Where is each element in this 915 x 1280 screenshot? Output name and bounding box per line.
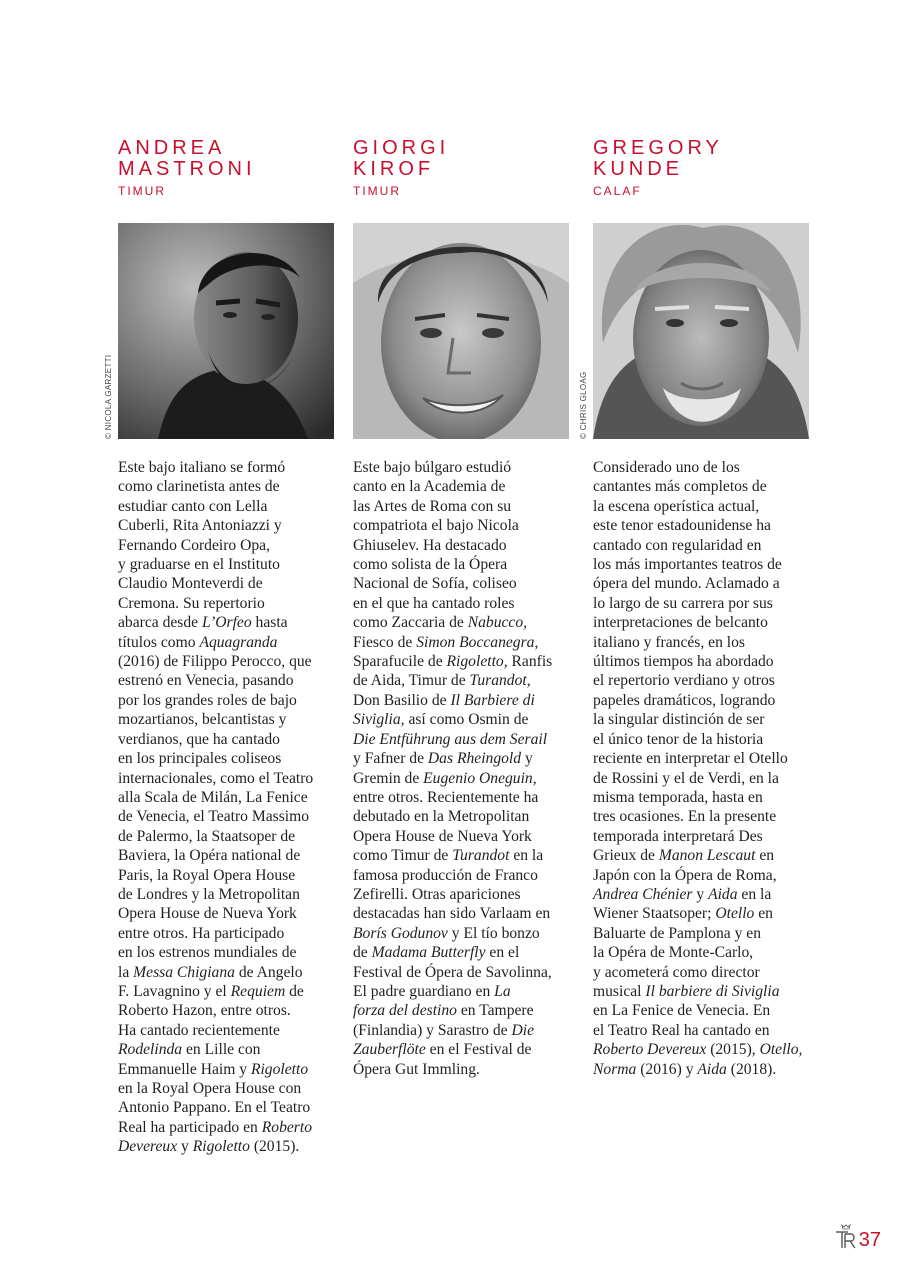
artist-role: TIMUR — [118, 184, 166, 198]
bio-text: (2015), — [706, 1041, 760, 1059]
bio-line — [353, 730, 575, 749]
bio-line — [593, 885, 815, 904]
bio-work-title: Devereux — [118, 1138, 178, 1156]
artist-bio — [353, 458, 575, 1079]
bio-text: verdianos, que ha cantado — [118, 730, 280, 748]
bio-text: compatriota el bajo Nicola — [353, 517, 519, 535]
artist-name-line1: ANDREA — [118, 137, 226, 159]
bio-text: Zefirelli. Otras apariciones — [353, 885, 521, 903]
bio-line — [593, 788, 815, 807]
bio-line — [118, 497, 340, 516]
bio-text: lo largo de su carrera por sus — [593, 594, 773, 612]
artist-name — [353, 138, 573, 180]
bio-text: Opera House de Nueva York — [353, 827, 532, 845]
bio-line — [353, 749, 575, 768]
bio-text: Wiener Staatsoper; — [593, 905, 716, 923]
artist-name-line2: KUNDE — [593, 158, 684, 180]
bio-line — [118, 516, 340, 535]
bio-text: Paris, la Royal Opera House — [118, 866, 296, 884]
artist-bio — [118, 458, 340, 1157]
artist-column-mastroni — [104, 137, 338, 1156]
bio-text: Este bajo italiano se formó — [118, 459, 286, 476]
bio-text: entre otros. Recientemente ha — [353, 788, 539, 806]
bio-text: Ópera Gut Immling. — [353, 1060, 480, 1078]
bio-text: Claudio Monteverdi de — [118, 575, 263, 593]
bio-line — [353, 477, 575, 496]
bio-line — [118, 1021, 340, 1040]
bio-line — [353, 982, 575, 1001]
bio-work-title: Rigoletto, — [446, 653, 508, 671]
bio-line — [118, 788, 340, 807]
bio-text: Japón con la Ópera de Roma, — [593, 866, 777, 884]
bio-work-title: Otello — [715, 905, 755, 923]
artist-column-kirof — [353, 137, 573, 1078]
bio-text: Gremin de — [353, 769, 424, 787]
bio-line — [118, 574, 340, 593]
bio-line — [118, 846, 340, 865]
bio-text: de Venecia, el Teatro Massimo — [118, 808, 310, 826]
bio-text: F. Lavagnino y el — [118, 982, 231, 1000]
bio-text: el repertorio verdiano y otros — [593, 672, 775, 690]
bio-line — [118, 613, 340, 632]
bio-line — [353, 652, 575, 671]
bio-text: (2016) y — [636, 1060, 698, 1078]
bio-line — [118, 904, 340, 923]
bio-text: mozartianos, belcantistas y — [118, 711, 287, 729]
bio-line — [593, 769, 815, 788]
bio-text: debutado en la Metropolitan — [353, 808, 530, 826]
bio-line — [593, 477, 815, 496]
bio-line — [593, 827, 815, 846]
bio-text: cantado con regularidad en — [593, 536, 762, 554]
bio-text: internacionales, como el Teatro — [118, 769, 314, 787]
bio-text: hasta — [251, 614, 288, 632]
bio-work-title: Eugenio Oneguin, — [423, 769, 537, 787]
bio-line — [118, 807, 340, 826]
bio-line — [118, 1098, 340, 1117]
bio-text: el Teatro Real ha cantado en — [593, 1021, 770, 1039]
bio-line — [593, 1060, 815, 1079]
bio-text: y — [521, 750, 533, 768]
bio-text: de — [285, 982, 304, 1000]
bio-text: Cremona. Su repertorio — [118, 594, 265, 612]
bio-line — [593, 807, 815, 826]
bio-text: en el que ha cantado roles — [353, 594, 515, 612]
bio-text: y Fafner de — [353, 750, 428, 768]
bio-text: la Opéra de Monte-Carlo, — [593, 944, 754, 962]
bio-line — [593, 594, 815, 613]
bio-line — [353, 1040, 575, 1059]
bio-text: Sparafucile de — [353, 653, 447, 671]
bio-text: en la — [737, 885, 772, 903]
bio-text: de Rossini y el de Verdi, en la — [593, 769, 779, 787]
bio-line — [593, 536, 815, 555]
bio-text: Este bajo búlgaro estudió — [353, 459, 512, 476]
bio-line — [593, 846, 815, 865]
bio-line — [593, 652, 815, 671]
artist-name-line2: KIROF — [353, 158, 435, 180]
bio-work-title: Aquagranda — [199, 633, 278, 651]
bio-work-title: Il barbiere di Siviglia — [645, 982, 780, 1000]
portrait-image — [593, 223, 809, 439]
bio-text: en los estrenos mundiales de — [118, 944, 297, 962]
bio-text: en los principales coliseos — [118, 750, 282, 768]
bio-text: Roberto Hazon, entre otros. — [118, 1002, 291, 1020]
bio-text: musical — [593, 982, 646, 1000]
bio-line — [593, 613, 815, 632]
bio-text: de Londres y la Metropolitan — [118, 885, 300, 903]
bio-text: italiano y francés, en los — [593, 633, 745, 651]
bio-text: Ha cantado recientemente — [118, 1021, 280, 1039]
artist-bio — [593, 458, 815, 1079]
bio-text: y acometerá como director — [593, 963, 760, 981]
bio-line — [593, 497, 815, 516]
bio-line — [593, 749, 815, 768]
bio-line — [353, 458, 575, 477]
bio-line — [118, 710, 340, 729]
bio-line — [353, 691, 575, 710]
bio-text: por los grandes roles de bajo — [118, 691, 297, 709]
artist-name — [118, 138, 338, 180]
bio-work-title: Turandot — [452, 847, 510, 865]
bio-line — [593, 458, 815, 477]
bio-text: ópera del mundo. Aclamado a — [593, 575, 780, 593]
bio-line — [353, 497, 575, 516]
bio-work-title: Norma — [593, 1060, 637, 1078]
bio-work-title: Zauberflöte — [353, 1041, 426, 1059]
bio-text: de Angelo — [234, 963, 303, 981]
bio-text: en la — [509, 847, 544, 865]
bio-text: la escena operística actual, — [593, 497, 760, 515]
bio-text: Don Basilio de — [353, 691, 451, 709]
bio-line — [353, 574, 575, 593]
bio-line — [118, 963, 340, 982]
bio-text: Baluarte de Pamplona y en — [593, 924, 762, 942]
bio-line — [118, 1137, 340, 1156]
bio-line — [118, 594, 340, 613]
artist-role: TIMUR — [353, 184, 401, 198]
bio-line — [353, 885, 575, 904]
bio-line — [593, 671, 815, 690]
bio-line — [593, 730, 815, 749]
bio-text: Opera House de Nueva York — [118, 905, 297, 923]
bio-line — [118, 924, 340, 943]
bio-line — [118, 982, 340, 1001]
bio-work-title: La — [494, 982, 511, 1000]
bio-text: Real ha participado en — [118, 1118, 262, 1136]
bio-work-title: Otello, — [759, 1041, 803, 1059]
photo-credit: © NICOLA GARZETTI — [104, 354, 113, 439]
bio-line — [593, 982, 815, 1001]
bio-text: la singular distinción de ser — [593, 711, 765, 729]
artist-name-line2: MASTRONI — [118, 158, 256, 180]
bio-work-title: Il Barbiere di — [450, 691, 535, 709]
bio-line — [118, 885, 340, 904]
bio-line — [118, 769, 340, 788]
bio-line — [118, 652, 340, 671]
artist-name-line1: GREGORY — [593, 137, 723, 159]
bio-text: papeles dramáticos, logrando — [593, 691, 776, 709]
bio-line — [353, 1060, 575, 1079]
bio-line — [118, 458, 340, 477]
bio-text: en Tampere — [456, 1002, 534, 1020]
bio-text: como clarinetista antes de — [118, 478, 280, 496]
bio-text: como Timur de — [353, 847, 453, 865]
bio-line — [118, 866, 340, 885]
bio-line — [118, 1079, 340, 1098]
bio-text: Fiesco de — [353, 633, 417, 651]
bio-text: y — [692, 885, 709, 903]
bio-line — [118, 555, 340, 574]
bio-text: y graduarse en el Instituto — [118, 556, 280, 574]
bio-work-title: Andrea Chénier — [593, 885, 693, 903]
bio-text: (2016) de Filippo Perocco, que — [118, 653, 312, 671]
bio-text: últimos tiempos ha abordado — [593, 653, 774, 671]
bio-work-title: Rodelinda — [118, 1041, 183, 1059]
bio-work-title: forza del destino — [353, 1002, 457, 1020]
bio-line — [593, 866, 815, 885]
artist-name-line1: GIORGI — [353, 137, 450, 159]
bio-text: títulos como — [118, 633, 200, 651]
bio-text: como solista de la Ópera — [353, 556, 508, 574]
bio-text: temporada interpretará Des — [593, 827, 763, 845]
bio-line — [353, 827, 575, 846]
bio-line — [353, 769, 575, 788]
bio-work-title: Die Entführung aus dem Serail — [353, 730, 548, 748]
bio-line — [118, 633, 340, 652]
bio-text: Festival de Ópera de Savolinna, — [353, 963, 552, 981]
bio-work-title: Messa Chigiana — [133, 963, 235, 981]
bio-line — [353, 594, 575, 613]
bio-line — [353, 633, 575, 652]
bio-text: este tenor estadounidense ha — [593, 517, 771, 535]
portrait-image — [353, 223, 569, 439]
bio-text: como Zaccaria de — [353, 614, 468, 632]
bio-text: de Palermo, la Staatsoper de — [118, 827, 296, 845]
bio-text: interpretaciones de belcanto — [593, 614, 768, 632]
bio-work-title: Simon Boccanegra — [416, 633, 535, 651]
bio-line — [353, 943, 575, 962]
bio-text: tres ocasiones. En la presente — [593, 808, 777, 826]
bio-line — [353, 904, 575, 923]
bio-text: Cuberli, Rita Antoniazzi y — [118, 517, 282, 535]
bio-text: los más importantes teatros de — [593, 556, 782, 574]
artist-role: CALAF — [593, 184, 642, 198]
bio-line — [353, 1001, 575, 1020]
bio-line — [353, 866, 575, 885]
bio-text: en — [754, 905, 773, 923]
bio-line — [353, 788, 575, 807]
bio-text: y El tío bonzo — [447, 924, 540, 942]
bio-text: misma temporada, hasta en — [593, 788, 763, 806]
bio-line — [353, 613, 575, 632]
bio-line — [593, 710, 815, 729]
bio-text: estudiar canto con Lella — [118, 497, 268, 515]
bio-text: entre otros. Ha participado — [118, 924, 285, 942]
bio-line — [593, 943, 815, 962]
bio-line — [118, 730, 340, 749]
bio-text: en — [755, 847, 775, 865]
bio-text: , — [534, 633, 539, 651]
bio-text: El padre guardiano en — [353, 982, 495, 1000]
bio-work-title: Borís Godunov — [353, 924, 448, 942]
bio-line — [118, 1118, 340, 1137]
bio-line — [593, 633, 815, 652]
bio-work-title: Madama Butterfly — [371, 944, 486, 962]
bio-line — [118, 827, 340, 846]
bio-text: en el — [485, 944, 520, 962]
artist-name — [593, 138, 813, 180]
bio-text: famosa producción de Franco — [353, 866, 538, 884]
bio-line — [593, 574, 815, 593]
bio-text: y — [177, 1138, 193, 1156]
bio-line — [593, 963, 815, 982]
bio-line — [353, 516, 575, 535]
bio-text: Antonio Pappano. En el Teatro — [118, 1099, 311, 1117]
bio-work-title: Requiem — [230, 982, 286, 1000]
bio-line — [118, 691, 340, 710]
bio-text: abarca desde — [118, 614, 202, 632]
bio-text: (2015). — [249, 1138, 300, 1156]
bio-line — [593, 1021, 815, 1040]
page-number: 37 — [858, 1229, 881, 1251]
bio-text: Emmanuelle Haim y — [118, 1060, 251, 1078]
artist-photo — [593, 223, 809, 439]
bio-text: la — [118, 963, 134, 981]
bio-work-title: L’Orfeo — [201, 614, 252, 632]
bio-line — [353, 807, 575, 826]
bio-text: Grieux de — [593, 847, 659, 865]
bio-text: estrenó en Venecia, pasando — [118, 672, 294, 690]
bio-line — [353, 671, 575, 690]
bio-line — [593, 555, 815, 574]
bio-line — [353, 1021, 575, 1040]
bio-work-title: Aida — [697, 1060, 727, 1078]
artist-column-kunde — [579, 137, 813, 1078]
bio-text: en la Royal Opera House con — [118, 1080, 302, 1097]
bio-line — [118, 477, 340, 496]
bio-line — [593, 904, 815, 923]
bio-text: reciente en interpretar el Otello — [593, 750, 788, 768]
bio-text: destacadas han sido Varlaam en — [353, 905, 551, 923]
artist-photo — [353, 223, 569, 439]
bio-line — [118, 1060, 340, 1079]
bio-line — [353, 963, 575, 982]
bio-line — [353, 924, 575, 943]
bio-work-title: Roberto — [261, 1118, 312, 1136]
bio-text: (2018). — [726, 1060, 777, 1078]
bio-text: canto en la Academia de — [353, 478, 506, 496]
bio-work-title: Siviglia, — [353, 711, 405, 729]
portrait-image — [118, 223, 334, 439]
bio-line — [118, 943, 340, 962]
artist-photo — [118, 223, 334, 439]
bio-work-title: Rigoletto — [250, 1060, 309, 1078]
bio-text: de — [353, 944, 372, 962]
bio-line — [118, 1001, 340, 1020]
bio-text: así como Osmin de — [404, 711, 529, 729]
bio-text: cantantes más completos de — [593, 478, 767, 496]
bio-text: alla Scala de Milán, La Fenice — [118, 788, 308, 806]
teatro-real-logo-icon — [835, 1224, 857, 1250]
bio-line — [593, 924, 815, 943]
bio-text: en Lille con — [182, 1041, 261, 1059]
bio-line — [118, 1040, 340, 1059]
page-footer — [835, 1224, 881, 1250]
bio-text: de Aida, Timur de — [353, 672, 470, 690]
bio-line — [353, 555, 575, 574]
bio-work-title: Turandot, — [469, 672, 531, 690]
bio-text: Baviera, la Opéra national de — [118, 847, 301, 865]
bio-work-title: Rigoletto — [192, 1138, 250, 1156]
bio-text: Fernando Cordeiro Opa, — [118, 536, 271, 554]
photo-credit: © CHRIS GLOAG — [579, 371, 588, 439]
bio-work-title: Die — [511, 1021, 535, 1039]
bio-work-title: Aida — [708, 885, 738, 903]
bio-line — [353, 846, 575, 865]
bio-line — [118, 749, 340, 768]
bio-work-title: Manon Lescaut — [658, 847, 756, 865]
bio-line — [353, 536, 575, 555]
bio-work-title: Roberto Devereux — [593, 1041, 707, 1059]
bio-text: Nacional de Sofía, coliseo — [353, 575, 517, 593]
bio-text: (Finlandia) y Sarastro de — [353, 1021, 512, 1039]
bio-line — [353, 710, 575, 729]
bio-text: Considerado uno de los — [593, 459, 740, 476]
bio-line — [118, 671, 340, 690]
bio-work-title: Das Rheingold — [427, 750, 522, 768]
bio-line — [118, 536, 340, 555]
bio-text: el único tenor de la historia — [593, 730, 764, 748]
bio-work-title: Nabucco, — [467, 614, 528, 632]
bio-text: Ranfis — [507, 653, 553, 671]
bio-text: Ghiuselev. Ha destacado — [353, 536, 507, 554]
bio-text: en el Festival de — [425, 1041, 532, 1059]
bio-line — [593, 1040, 815, 1059]
bio-line — [593, 1001, 815, 1020]
bio-line — [593, 516, 815, 535]
bio-text: en La Fenice de Venecia. En — [593, 1002, 771, 1020]
bio-line — [593, 691, 815, 710]
bio-text: las Artes de Roma con su — [353, 497, 512, 515]
